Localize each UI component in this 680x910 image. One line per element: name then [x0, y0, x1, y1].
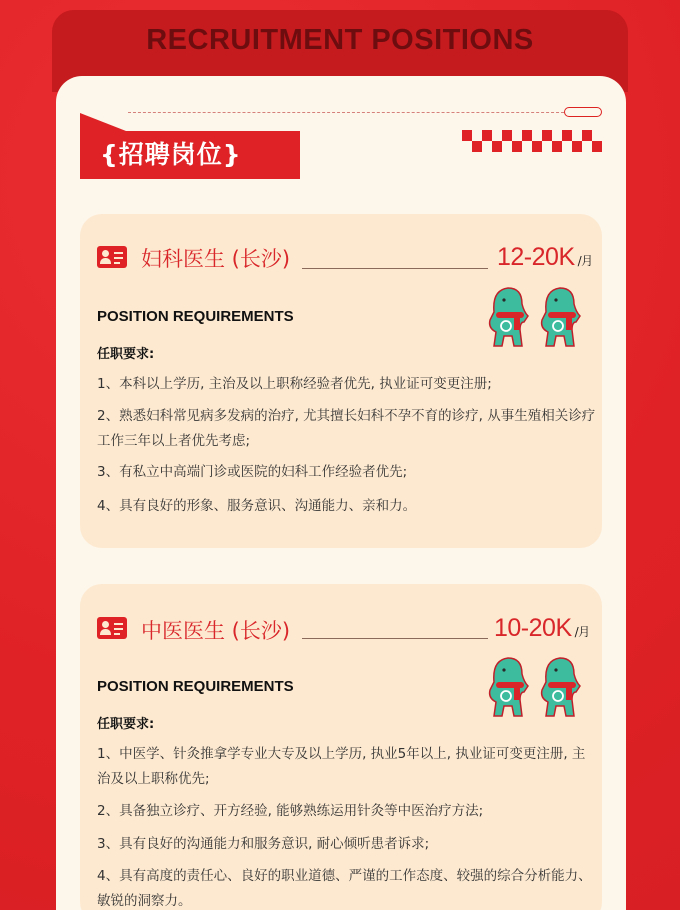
requirements-subheading: 任职要求: — [97, 347, 155, 362]
checker-square — [522, 141, 532, 152]
salary-value: 10-20K — [494, 614, 572, 642]
title-underline — [302, 638, 488, 639]
checker-square — [562, 130, 572, 141]
checker-square — [532, 141, 542, 152]
checker-square — [512, 141, 522, 152]
checker-square — [532, 130, 542, 141]
decorative-dashed-line — [128, 112, 564, 113]
requirement-item: 2、熟悉妇科常见病多发病的治疗, 尤其擅长妇科不孕不育的诊疗, 从事生殖相关诊疗工作三年以上者优先考虑; — [97, 408, 596, 449]
requirements-subheading: 任职要求: — [97, 717, 155, 732]
checker-square — [462, 130, 472, 141]
checker-square — [562, 141, 572, 152]
requirement-item: 4、具有高度的责任心、良好的职业道德、严谨的工作态度、较强的综合分析能力、敏锐的洞察力。 — [97, 868, 592, 909]
checker-square — [572, 141, 582, 152]
requirements-heading: POSITION REQUIREMENTS — [97, 308, 294, 325]
tag-fold-decoration — [80, 113, 126, 131]
checker-square — [492, 130, 502, 141]
checker-square — [592, 141, 602, 152]
checkered-decoration — [462, 130, 602, 152]
salary-unit: /月 — [577, 254, 593, 268]
salary-unit: /月 — [574, 625, 590, 639]
requirement-item: 4、具有良好的形象、服务意识、沟通能力、亲和力。 — [97, 498, 417, 514]
salary — [494, 614, 590, 643]
salary — [497, 243, 593, 272]
checker-square — [472, 130, 482, 141]
requirements-heading: POSITION REQUIREMENTS — [97, 678, 294, 695]
job-title: 中医医生 (长沙) — [141, 619, 291, 643]
checker-square — [492, 141, 502, 152]
requirement-item: 3、具有良好的沟通能力和服务意识, 耐心倾听患者诉求; — [97, 836, 430, 852]
requirement-item: 1、中医学、针灸推拿学专业大专及以上学历, 执业5年以上, 执业证可变更注册, 主治及以上职称优先; — [97, 746, 586, 787]
checker-square — [482, 130, 492, 141]
salary-value: 12-20K — [497, 243, 575, 271]
checker-square — [552, 130, 562, 141]
checker-square — [582, 141, 592, 152]
checker-square — [472, 141, 482, 152]
job-title: 妇科医生 (长沙) — [141, 247, 291, 271]
mascot-pair-icon — [484, 282, 588, 354]
checker-square — [592, 130, 602, 141]
requirement-item: 1、本科以上学历, 主治及以上职称经验者优先, 执业证可变更注册; — [97, 376, 492, 392]
requirement-item: 2、具备独立诊疗、开方经验, 能够熟练运用针灸等中医治疗方法; — [97, 803, 484, 819]
checker-square — [512, 130, 522, 141]
checker-square — [552, 141, 562, 152]
id-card-icon — [97, 246, 127, 268]
checker-square — [462, 141, 472, 152]
decorative-badge — [564, 107, 602, 117]
page-title: RECRUITMENT POSITIONS — [146, 24, 534, 56]
checker-square — [522, 130, 532, 141]
mascot-pair-icon — [484, 652, 588, 724]
checker-square — [542, 130, 552, 141]
checker-square — [502, 130, 512, 141]
checker-square — [542, 141, 552, 152]
checker-square — [572, 130, 582, 141]
checker-square — [482, 141, 492, 152]
checker-square — [582, 130, 592, 141]
checker-square — [502, 141, 512, 152]
section-tag: {招聘岗位} — [80, 131, 300, 179]
title-underline — [302, 268, 488, 269]
id-card-icon — [97, 617, 127, 639]
requirement-item: 3、有私立中高端门诊或医院的妇科工作经验者优先; — [97, 464, 408, 480]
